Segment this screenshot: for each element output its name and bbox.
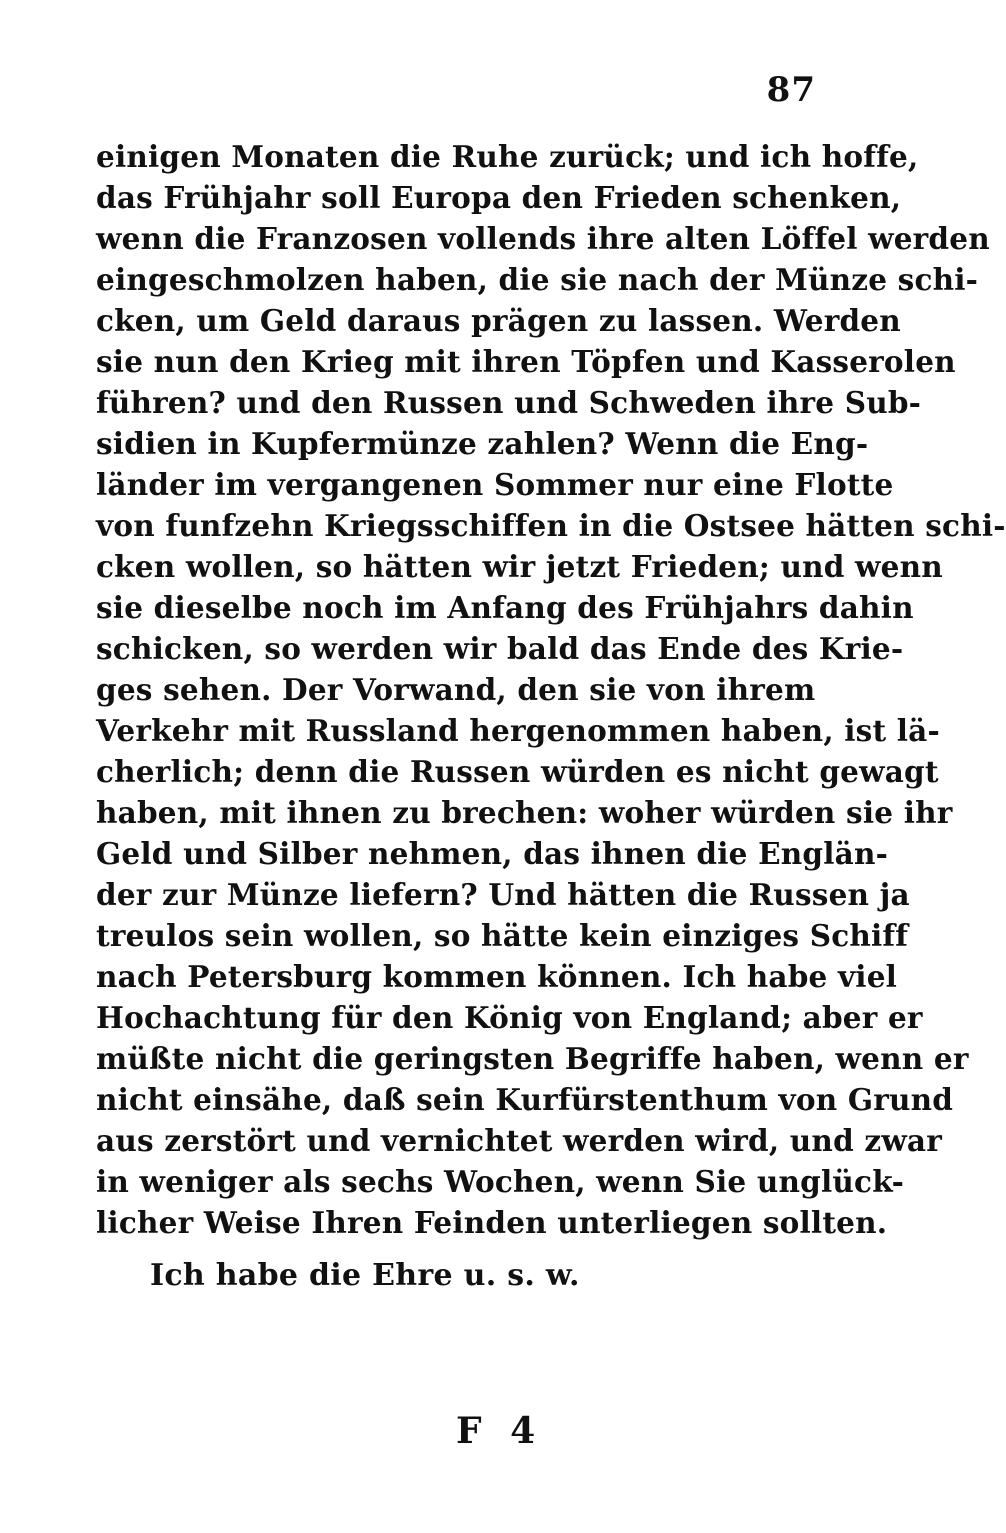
text-line: nach Petersburg kommen können. Ich habe viel (96, 959, 898, 994)
text-line: Verkehr mit Russland hergenommen haben, ist lä- (96, 713, 940, 748)
text-line: länder im vergangenen Sommer nur eine Flotte (96, 467, 894, 502)
text-line: führen? und den Russen und Schweden ihre Sub- (96, 385, 922, 420)
body-text (96, 136, 1006, 1243)
text-line: cherlich; denn die Russen würden es nicht gewagt (96, 754, 939, 789)
text-line: licher Weise Ihren Feinden unterliegen sollten. (96, 1205, 888, 1240)
text-line: in weniger als sechs Wochen, wenn Sie unglück- (96, 1164, 905, 1199)
text-line: der zur Münze liefern? Und hätten die Russen ja (96, 877, 910, 912)
text-line: sie dieselbe noch im Anfang des Frühjahrs dahin (96, 590, 914, 625)
text-line: müßte nicht die geringsten Begriffe haben, wenn er (96, 1041, 969, 1076)
signature-mark: F 4 (456, 1410, 544, 1452)
text-line: schicken, so werden wir bald das Ende des Krie- (96, 631, 904, 666)
text-line: haben, mit ihnen zu brechen: woher würden sie ihr (96, 795, 953, 830)
text-line: das Frühjahr soll Europa den Frieden schenken, (96, 180, 902, 215)
text-line: von funfzehn Kriegsschiffen in die Ostsee hätten schi- (96, 508, 1006, 543)
text-line: einigen Monaten die Ruhe zurück; und ich hoffe, (96, 139, 919, 174)
page-number: 87 (766, 70, 816, 110)
text-line: wenn die Franzosen vollends ihre alten Löffel werden (96, 221, 990, 256)
text-line: aus zerstört und vernichtet werden wird, und zwar (96, 1123, 942, 1158)
text-line: sidien in Kupfermünze zahlen? Wenn die Eng- (96, 426, 869, 461)
text-line: Geld und Silber nehmen, das ihnen die Englän- (96, 836, 889, 871)
text-line: treulos sein wollen, so hätte kein einziges Schiff (96, 918, 909, 953)
text-line: eingeschmolzen haben, die sie nach der Münze schi- (96, 262, 979, 297)
text-line: Hochachtung für den König von England; aber er (96, 1000, 923, 1035)
text-line: ges sehen. Der Vorwand, den sie von ihrem (96, 672, 816, 707)
text-line: cken wollen, so hätten wir jetzt Frieden; und wenn (96, 549, 943, 584)
text-line: nicht einsähe, daß sein Kurfürstenthum von Grund (96, 1082, 954, 1117)
text-line: sie nun den Krieg mit ihren Töpfen und Kasserolen (96, 344, 956, 379)
text-line: cken, um Geld daraus prägen zu lassen. Werden (96, 303, 901, 338)
closing-line: Ich habe die Ehre u. s. w. (150, 1258, 580, 1293)
